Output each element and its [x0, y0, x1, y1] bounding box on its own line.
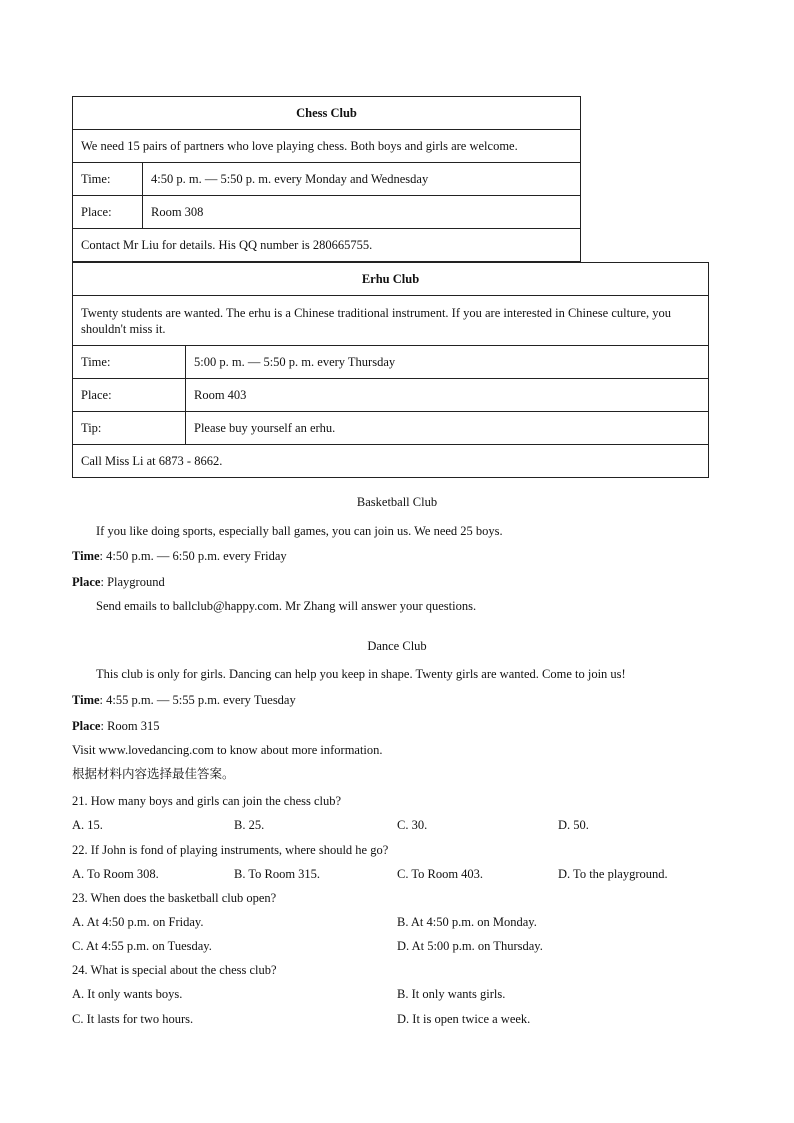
instruction: 根据材料内容选择最佳答案。: [72, 766, 235, 781]
erhu-time-label: Time:: [73, 346, 186, 379]
question-stem: 24. What is special about the chess club?: [72, 963, 277, 977]
option-c[interactable]: C. To Room 403.: [397, 867, 484, 881]
erhu-time-value: 5:00 p. m. — 5:50 p. m. every Thursday: [186, 346, 709, 379]
chess-time-value: 4:50 p. m. — 5:50 p. m. every Monday and Wednesday: [143, 163, 581, 196]
dance-place-label: Place: [72, 719, 101, 733]
dance-time: [72, 692, 296, 708]
option-b[interactable]: B. At 4:50 p.m. on Monday.: [397, 915, 537, 929]
basketball-time-value: : 4:50 p.m. — 6:50 p.m. every Friday: [99, 549, 287, 563]
erhu-place-label: Place:: [73, 379, 186, 412]
option-b[interactable]: B. It only wants girls.: [397, 987, 506, 1001]
dance-place: [72, 718, 160, 734]
chess-place-value: Room 308: [143, 196, 581, 229]
chess-time-label: Time:: [73, 163, 143, 196]
question-stem: 23. When does the basketball club open?: [72, 891, 277, 905]
basketball-place-label: Place: [72, 575, 101, 589]
erhu-club-table: [72, 262, 709, 478]
erhu-tip-label: Tip:: [73, 412, 186, 445]
option-d[interactable]: D. To the playground.: [558, 867, 668, 881]
dance-time-label: Time: [72, 693, 100, 707]
chess-contact: Contact Mr Liu for details. His QQ number is 280665755.: [73, 229, 581, 262]
option-c[interactable]: C. At 4:55 p.m. on Tuesday.: [72, 939, 212, 953]
dance-club-title: Dance Club: [367, 639, 427, 653]
option-c[interactable]: C. 30.: [397, 818, 428, 832]
erhu-tip-value: Please buy yourself an erhu.: [186, 412, 709, 445]
basketball-time: [72, 548, 287, 564]
option-a[interactable]: A. At 4:50 p.m. on Friday.: [72, 915, 204, 929]
erhu-contact: Call Miss Li at 6873 - 8662.: [73, 445, 709, 478]
option-d[interactable]: D. At 5:00 p.m. on Thursday.: [397, 939, 543, 953]
chess-club-title: Chess Club: [73, 97, 581, 130]
dance-note: Visit www.lovedancing.com to know about more information.: [72, 743, 383, 757]
chess-place-label: Place:: [73, 196, 143, 229]
option-b[interactable]: B. To Room 315.: [234, 867, 321, 881]
option-a[interactable]: A. 15.: [72, 818, 103, 832]
option-c[interactable]: C. It lasts for two hours.: [72, 1012, 194, 1026]
erhu-place-value: Room 403: [186, 379, 709, 412]
basketball-club-intro: If you like doing sports, especially ball games, you can join us. We need 25 boys.: [96, 524, 503, 538]
basketball-club-title: Basketball Club: [356, 495, 438, 509]
basketball-place-value: : Playground: [100, 575, 165, 589]
option-a[interactable]: A. To Room 308.: [72, 867, 159, 881]
erhu-club-title: Erhu Club: [73, 263, 709, 296]
dance-place-value: : Room 315: [100, 719, 160, 733]
option-d[interactable]: D. 50.: [558, 818, 589, 832]
question-stem: 21. How many boys and girls can join the chess club?: [72, 794, 342, 808]
dance-time-value: : 4:55 p.m. — 5:55 p.m. every Tuesday: [99, 693, 296, 707]
option-b[interactable]: B. 25.: [234, 818, 265, 832]
chess-club-table: [72, 96, 581, 262]
erhu-club-intro: Twenty students are wanted. The erhu is a Chinese traditional instrument. If you are interested in Chinese culture, you shouldn't miss it.: [73, 296, 709, 346]
question-stem: 22. If John is fond of playing instruments, where should he go?: [72, 843, 389, 857]
basketball-note: Send emails to ballclub@happy.com. Mr Zhang will answer your questions.: [96, 599, 477, 613]
dance-club-intro: This club is only for girls. Dancing can help you keep in shape. Twenty girls are wanted. Come to join us!: [96, 667, 626, 681]
option-a[interactable]: A. It only wants boys.: [72, 987, 183, 1001]
chess-club-intro: We need 15 pairs of partners who love playing chess. Both boys and girls are welcome.: [73, 130, 581, 163]
basketball-place: [72, 574, 165, 590]
basketball-time-label: Time: [72, 549, 100, 563]
option-d[interactable]: D. It is open twice a week.: [397, 1012, 531, 1026]
